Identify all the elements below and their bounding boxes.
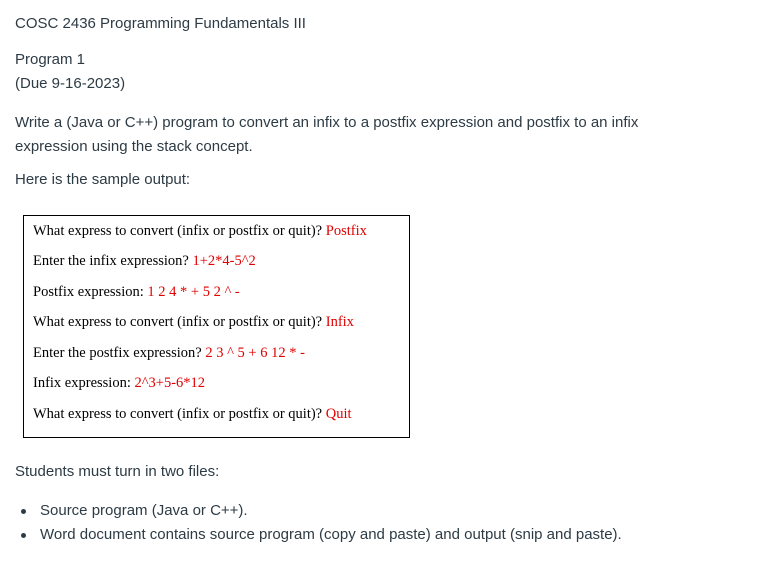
program-title: Program 1 [15, 51, 86, 68]
output-line [33, 223, 367, 239]
output-prompt: Enter the infix expression? [33, 253, 193, 269]
output-answer: Infix [325, 314, 354, 330]
output-answer: 2 3 ^ 5 + 6 12 * - [205, 345, 305, 361]
sample-output-box [23, 215, 410, 438]
output-line [33, 314, 354, 330]
output-prompt: What express to convert (infix or postfix or quit)? [33, 314, 326, 330]
output-line [33, 345, 305, 361]
list-item-text: Source program (Java or C++). [40, 502, 248, 519]
output-line [33, 284, 240, 300]
bullet-icon [21, 533, 26, 538]
output-prompt: Enter the postfix expression? [33, 345, 206, 361]
list-item [15, 499, 622, 523]
sample-output-intro: Here is the sample output: [15, 171, 191, 188]
list-item-text: Word document contains source program (copy and paste) and output (snip and paste). [40, 526, 622, 543]
course-title: COSC 2436 Programming Fundamentals III [15, 15, 306, 32]
output-answer: Postfix [325, 223, 367, 239]
assignment-description: Write a (Java or C++) program to convert an infix to a postfix expression and postfix to an infix expression using the stack concept. [15, 114, 639, 155]
output-prompt: What express to convert (infix or postfix or quit)? [33, 406, 326, 422]
output-answer: Quit [325, 406, 352, 422]
list-item [15, 523, 622, 547]
output-answer: 1 2 4 * + 5 2 ^ - [147, 284, 240, 300]
output-line [33, 253, 256, 269]
output-answer: 1+2*4-5^2 [192, 253, 256, 269]
submission-instructions: Students must turn in two files: [15, 463, 220, 480]
output-answer: 2^3+5-6*12 [134, 375, 206, 391]
bullet-icon [21, 509, 26, 514]
output-line [33, 375, 205, 391]
output-prompt: Postfix expression: [33, 284, 148, 300]
output-line [33, 406, 352, 422]
submission-file-list [15, 499, 622, 547]
due-date: (Due 9-16-2023) [15, 75, 126, 92]
output-prompt: Infix expression: [33, 375, 135, 391]
output-prompt: What express to convert (infix or postfix or quit)? [33, 223, 326, 239]
